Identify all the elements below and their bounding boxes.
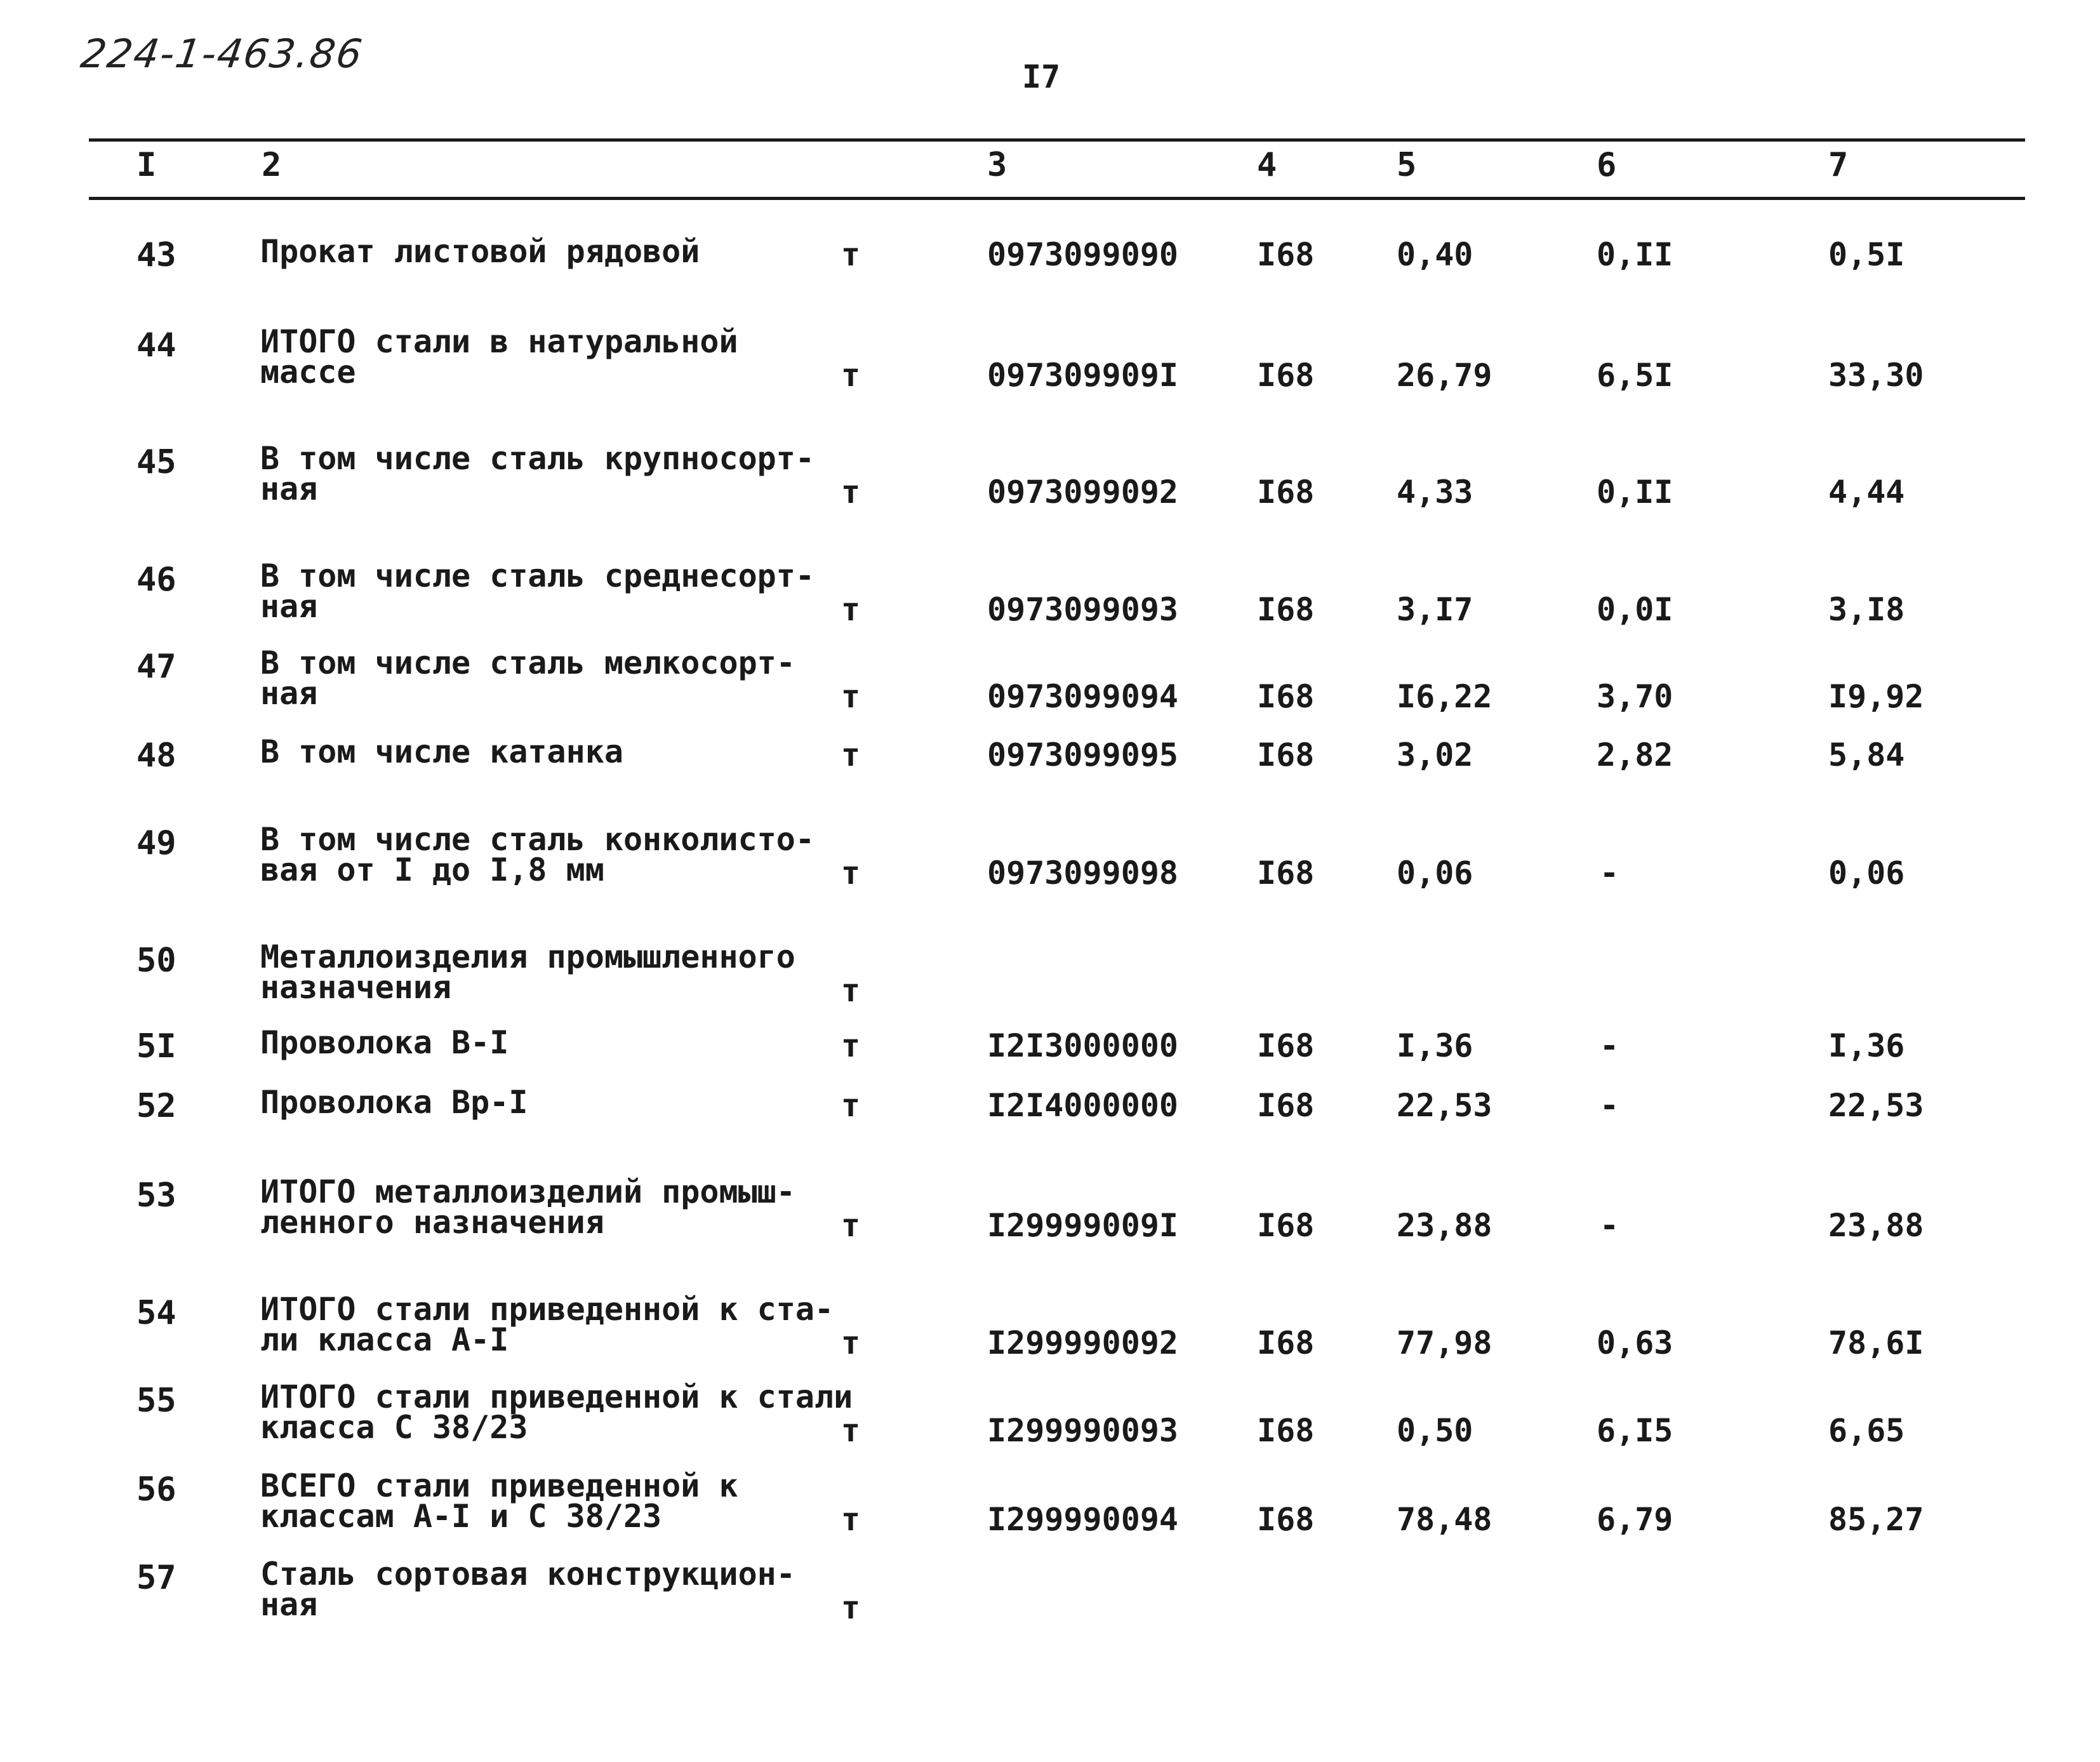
row-name-line: ИТОГО стали приведенной к стали: [260, 1378, 853, 1415]
row-code: I2I4000000: [987, 1087, 1179, 1124]
row-col-5: 0,50: [1397, 1412, 1473, 1449]
row-name-line: ная: [260, 675, 318, 712]
row-name-line: ли класса А-I: [260, 1321, 509, 1358]
row-code: 0973099098: [987, 855, 1179, 891]
row-name-line: Проволока В-I: [260, 1024, 509, 1061]
row-col-6: 3,70: [1597, 678, 1673, 715]
row-unit: т: [841, 855, 861, 891]
row-unit: т: [841, 1027, 861, 1064]
document-code: 224-1-463.86: [77, 30, 366, 77]
row-col-5: 0,40: [1397, 236, 1473, 273]
row-code: 097309909I: [987, 357, 1179, 394]
row-col-6: 6,5I: [1597, 357, 1673, 394]
row-name-line: Сталь сортовая конструкцион-: [260, 1556, 795, 1592]
row-number: 44: [136, 326, 176, 364]
row-number: 47: [136, 648, 176, 686]
row-col-6: 0,II: [1597, 474, 1673, 511]
row-name-line: ИТОГО стали в натуральной: [260, 323, 738, 360]
row-name-line: В том числе сталь среднесорт-: [260, 557, 814, 594]
row-col-7: 0,5I: [1828, 236, 1905, 273]
row-number: 49: [136, 824, 176, 862]
row-col-4: I68: [1257, 1501, 1315, 1538]
row-unit: т: [841, 678, 861, 715]
row-col-4: I68: [1257, 1412, 1315, 1449]
row-name-line: ная: [260, 471, 318, 507]
row-col-7: 85,27: [1828, 1501, 1924, 1538]
row-col-6: -: [1600, 1207, 1619, 1244]
row-col-4: I68: [1257, 1325, 1315, 1361]
row-col-6: 0,63: [1597, 1325, 1673, 1361]
row-code: 0973099092: [987, 474, 1179, 511]
row-number: 45: [136, 443, 176, 481]
row-unit: т: [841, 591, 861, 628]
row-col-7: 33,30: [1828, 357, 1924, 394]
row-unit: т: [841, 474, 861, 511]
row-name-line: ная: [260, 588, 318, 625]
row-name-line: В том числе сталь крупносорт-: [260, 440, 814, 477]
row-col-4: I68: [1257, 737, 1315, 773]
row-col-4: I68: [1257, 1087, 1315, 1124]
row-col-4: I68: [1257, 357, 1315, 394]
row-col-4: I68: [1257, 474, 1315, 511]
row-number: 50: [136, 942, 176, 980]
row-col-5: 78,48: [1397, 1501, 1492, 1538]
header-col-4: 4: [1257, 146, 1277, 184]
row-col-4: I68: [1257, 678, 1315, 715]
row-col-6: 2,82: [1597, 737, 1673, 773]
header-col-3: 3: [987, 146, 1007, 184]
row-col-7: 22,53: [1828, 1087, 1924, 1124]
header-col-5: 5: [1397, 146, 1417, 184]
row-number: 54: [136, 1294, 176, 1332]
row-col-5: 22,53: [1397, 1087, 1492, 1124]
row-number: 56: [136, 1471, 176, 1509]
row-code: I2I3000000: [987, 1027, 1179, 1064]
row-col-6: 6,79: [1597, 1501, 1673, 1538]
row-name-line: В том числе сталь мелкосорт-: [260, 644, 795, 681]
row-unit: т: [841, 1207, 861, 1244]
header-col-6: 6: [1597, 146, 1617, 184]
row-unit: т: [841, 236, 861, 273]
row-name-line: Проволока Вр-I: [260, 1084, 528, 1121]
row-col-5: I6,22: [1397, 678, 1492, 715]
row-name-line: классам А-I и С 38/23: [260, 1498, 662, 1535]
row-name-line: назначения: [260, 969, 452, 1006]
row-name-line: ленного назначения: [260, 1204, 604, 1241]
row-code: 0973099093: [987, 591, 1179, 628]
row-col-7: I9,92: [1828, 678, 1924, 715]
row-col-7: 78,6I: [1828, 1325, 1924, 1361]
row-number: 55: [136, 1382, 176, 1420]
row-col-5: 3,02: [1397, 737, 1473, 773]
row-number: 57: [136, 1559, 176, 1597]
row-name-line: ИТОГО металлоизделий промыш-: [260, 1173, 795, 1210]
row-unit: т: [841, 972, 861, 1009]
row-unit: т: [841, 1501, 861, 1538]
row-name-line: массе: [260, 354, 356, 390]
row-col-6: 0,II: [1597, 236, 1673, 273]
row-col-6: -: [1600, 1087, 1619, 1124]
row-col-7: 3,I8: [1828, 591, 1905, 628]
row-col-4: I68: [1257, 591, 1315, 628]
row-name-line: ВСЕГО стали приведенной к: [260, 1467, 738, 1504]
row-col-6: 0,0I: [1597, 591, 1673, 628]
row-col-4: I68: [1257, 855, 1315, 891]
row-unit: т: [841, 737, 861, 773]
row-col-5: 77,98: [1397, 1325, 1492, 1361]
row-col-5: 3,I7: [1397, 591, 1473, 628]
row-col-7: 5,84: [1828, 737, 1905, 773]
row-col-5: 26,79: [1397, 357, 1492, 394]
row-code: 0973099094: [987, 678, 1179, 715]
row-col-5: I,36: [1397, 1027, 1473, 1064]
row-col-5: 4,33: [1397, 474, 1473, 511]
row-name-line: вая от I до I,8 мм: [260, 851, 604, 888]
row-col-6: 6,I5: [1597, 1412, 1673, 1449]
row-number: 43: [136, 236, 176, 274]
row-number: 46: [136, 561, 176, 599]
row-col-7: 0,06: [1828, 855, 1905, 891]
row-unit: т: [841, 357, 861, 394]
row-code: I29999009I: [987, 1207, 1179, 1244]
row-col-6: -: [1600, 1027, 1619, 1064]
row-number: 52: [136, 1087, 176, 1125]
row-col-7: I,36: [1828, 1027, 1905, 1064]
row-number: 53: [136, 1177, 176, 1215]
row-code: I299990094: [987, 1501, 1179, 1538]
header-col-7: 7: [1828, 146, 1849, 184]
row-code: 0973099090: [987, 236, 1179, 273]
row-name-line: ная: [260, 1586, 318, 1623]
page-number: I7: [1022, 58, 1061, 95]
row-code: I299990092: [987, 1325, 1179, 1361]
row-name-line: ИТОГО стали приведенной к ста-: [260, 1291, 834, 1328]
row-unit: т: [841, 1087, 861, 1124]
row-col-5: 0,06: [1397, 855, 1473, 891]
row-code: I299990093: [987, 1412, 1179, 1449]
row-name-line: Металлоизделия промышленного: [260, 938, 795, 975]
row-name-line: В том числе сталь конколисто-: [260, 821, 814, 858]
header-col-1: I: [136, 146, 157, 184]
row-col-4: I68: [1257, 1027, 1315, 1064]
row-number: 48: [136, 737, 176, 775]
row-col-6: -: [1600, 855, 1619, 891]
row-code: 0973099095: [987, 737, 1179, 773]
row-name-line: Прокат листовой рядовой: [260, 233, 700, 270]
row-number: 5I: [136, 1027, 176, 1065]
row-unit: т: [841, 1412, 861, 1449]
row-col-4: I68: [1257, 236, 1315, 273]
row-col-5: 23,88: [1397, 1207, 1492, 1244]
row-name-line: В том числе катанка: [260, 733, 623, 770]
row-unit: т: [841, 1589, 861, 1626]
row-col-7: 4,44: [1828, 474, 1905, 511]
header-col-2: 2: [262, 146, 282, 184]
row-col-7: 6,65: [1828, 1412, 1905, 1449]
row-unit: т: [841, 1325, 861, 1361]
row-col-7: 23,88: [1828, 1207, 1924, 1244]
row-col-4: I68: [1257, 1207, 1315, 1244]
row-name-line: класса С 38/23: [260, 1409, 528, 1446]
